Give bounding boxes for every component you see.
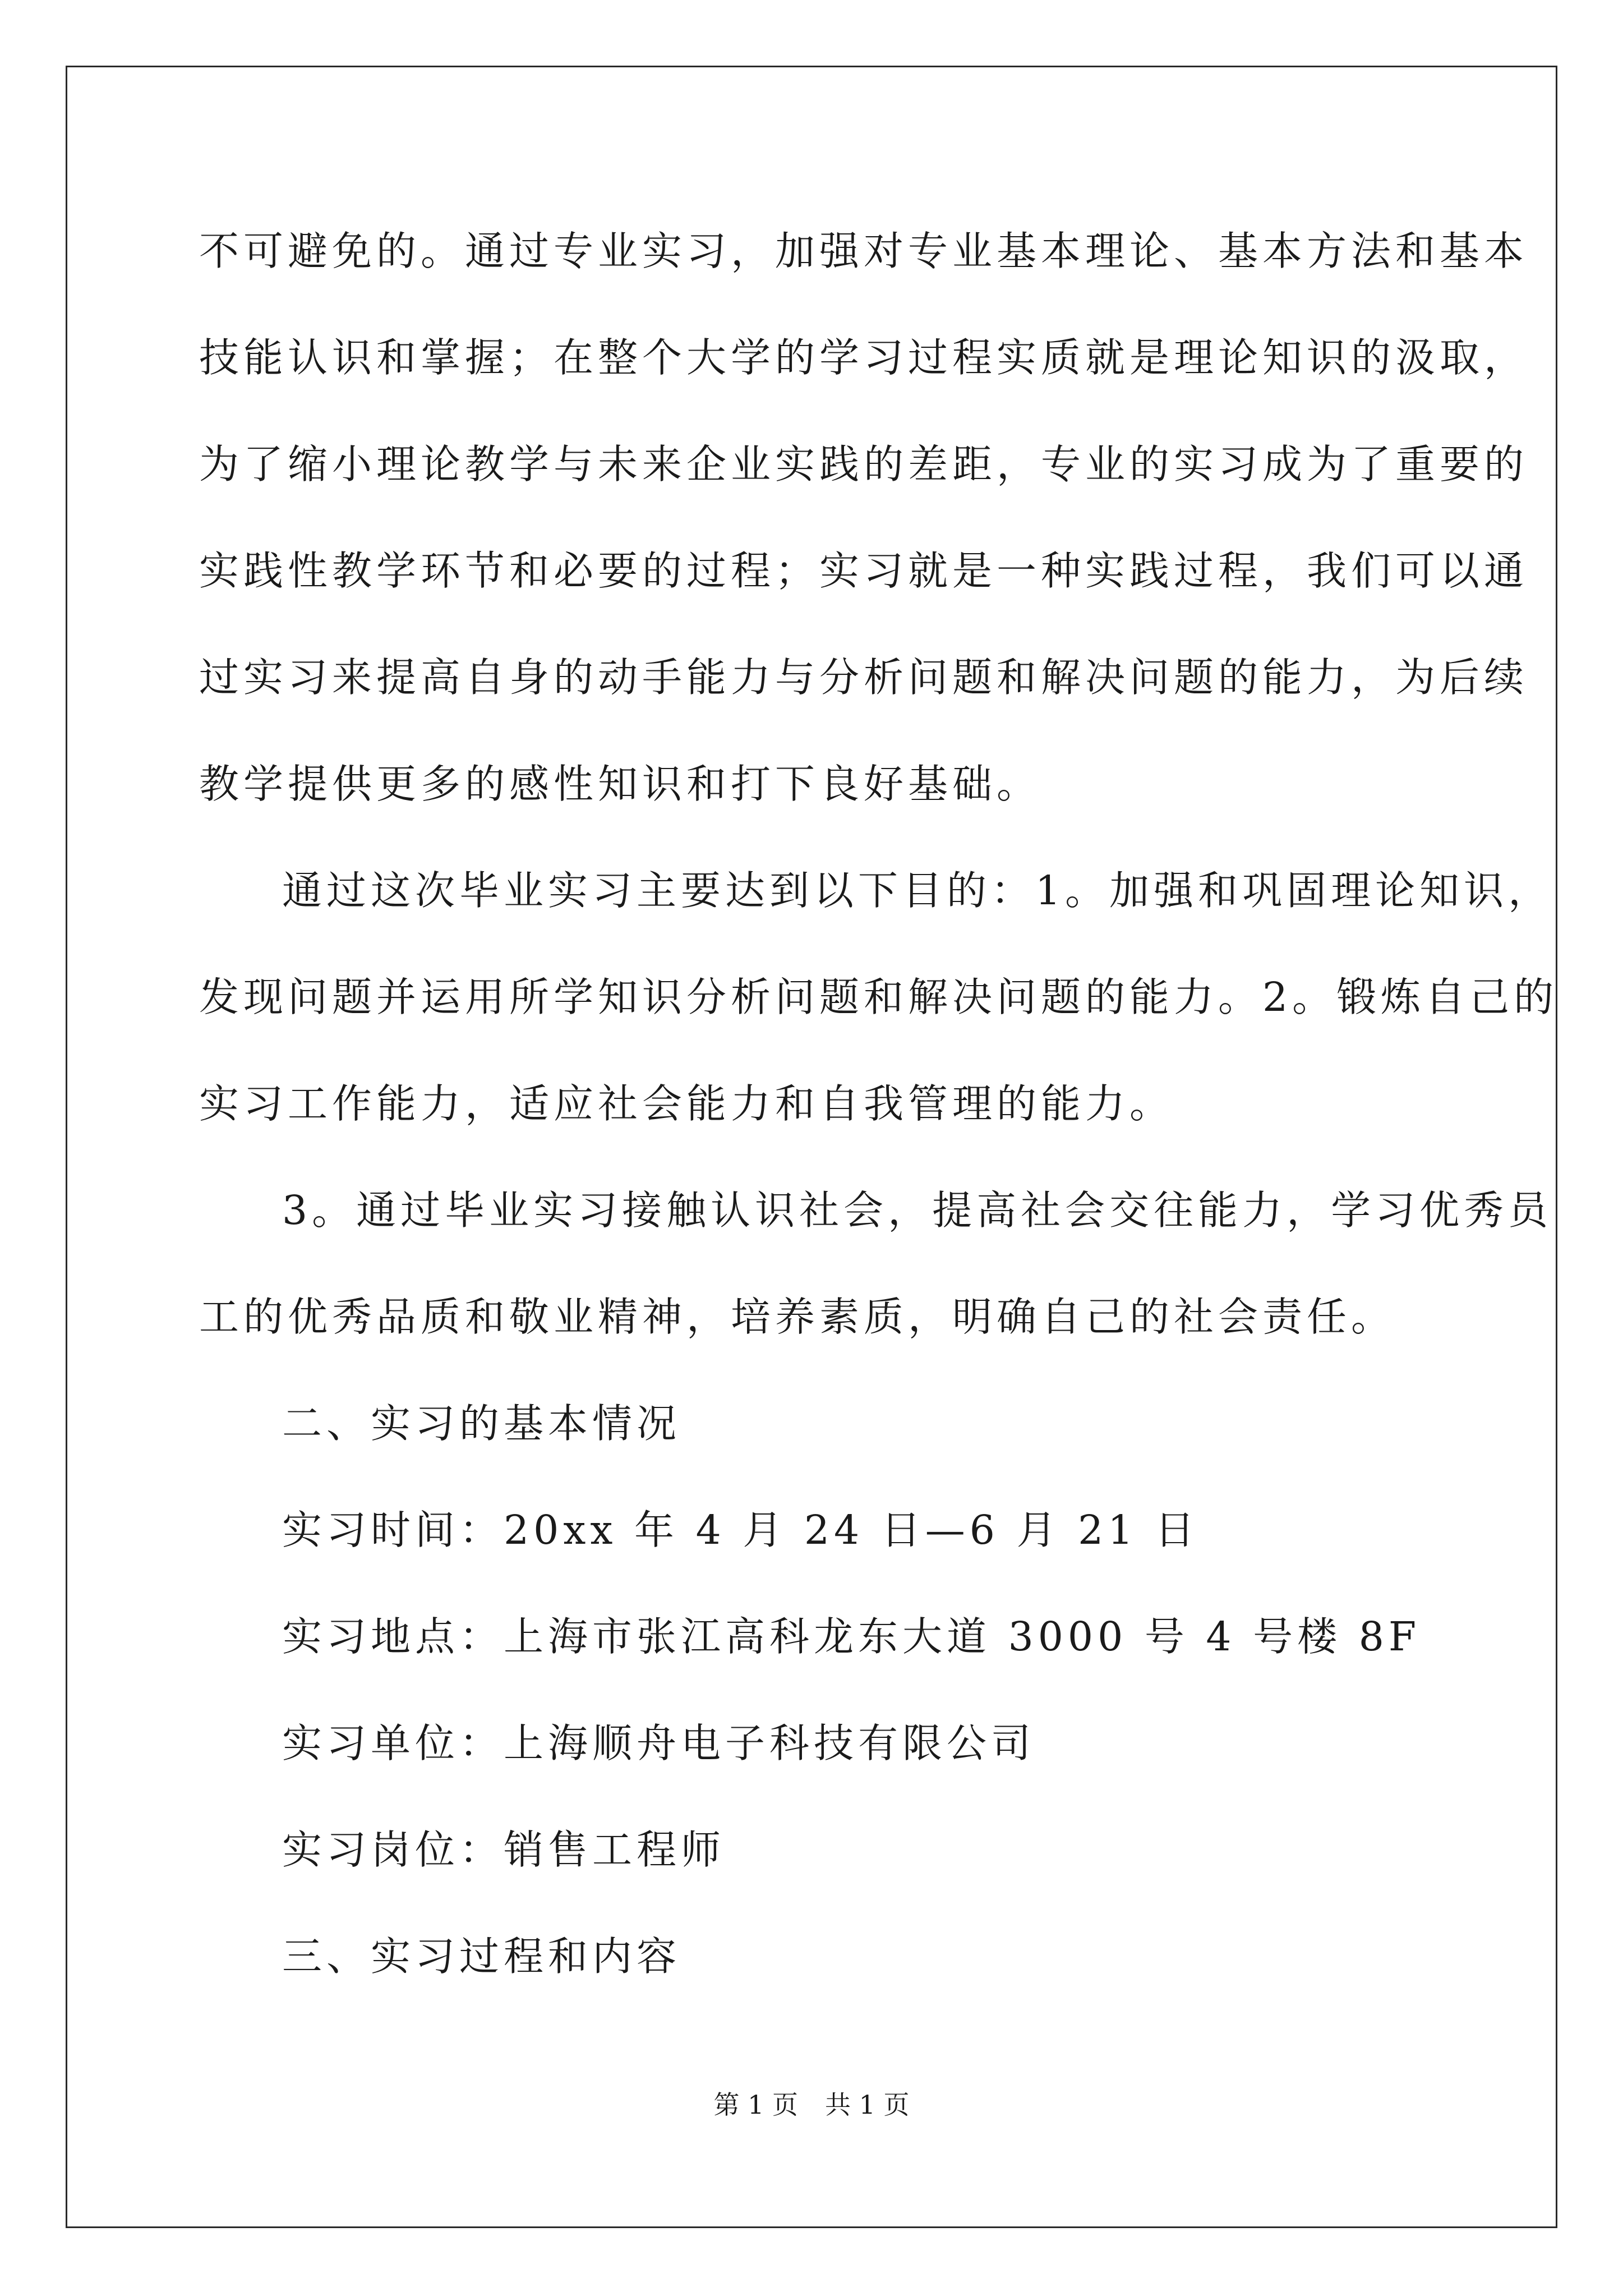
paragraph-line: 为了缩小理论教学与未来企业实践的差距，专业的实习成为了重要的 [199, 441, 1529, 487]
paragraph-line: 发现问题并运用所学知识分析问题和解决问题的能力。2。锻炼自己的 [199, 974, 1559, 1020]
paragraph-line: 通过这次毕业实习主要达到以下目的：1。加强和巩固理论知识， [282, 867, 1553, 914]
paragraph-line: 实习工作能力，适应社会能力和自我管理的能力。 [199, 1080, 1174, 1127]
page-border [66, 66, 1557, 2228]
section-heading: 二、实习的基本情况 [282, 1400, 681, 1447]
paragraph-line: 3。通过毕业实习接触认识社会，提高社会交往能力，学习优秀员 [282, 1187, 1553, 1234]
info-line-time: 实习时间：20xx 年 4 月 24 日—6 月 21 日 [282, 1507, 1200, 1553]
paragraph-line: 技能认识和掌握；在整个大学的学习过程实质就是理论知识的汲取， [199, 334, 1529, 381]
paragraph-line: 教学提供更多的感性知识和打下良好基础。 [199, 761, 1041, 807]
info-line-location: 实习地点：上海市张江高科龙东大道 3000 号 4 号楼 8F [282, 1613, 1421, 1660]
paragraph-line: 过实习来提高自身的动手能力与分析问题和解决问题的能力，为后续 [199, 654, 1529, 701]
info-line-company: 实习单位：上海顺舟电子科技有限公司 [282, 1720, 1036, 1766]
paragraph-line: 工的优秀品质和敬业精神，培养素质，明确自己的社会责任。 [199, 1294, 1396, 1340]
info-line-position: 实习岗位：销售工程师 [282, 1826, 726, 1873]
paragraph-line: 实践性教学环节和必要的过程；实习就是一种实践过程，我们可以通 [199, 547, 1529, 594]
paragraph-line: 不可避免的。通过专业实习，加强对专业基本理论、基本方法和基本 [199, 228, 1529, 274]
page-number: 第 1 页 [713, 2090, 798, 2120]
section-heading: 三、实习过程和内容 [282, 1933, 681, 1980]
page-footer [0, 2088, 1623, 2122]
page-total: 共 1 页 [825, 2090, 910, 2120]
